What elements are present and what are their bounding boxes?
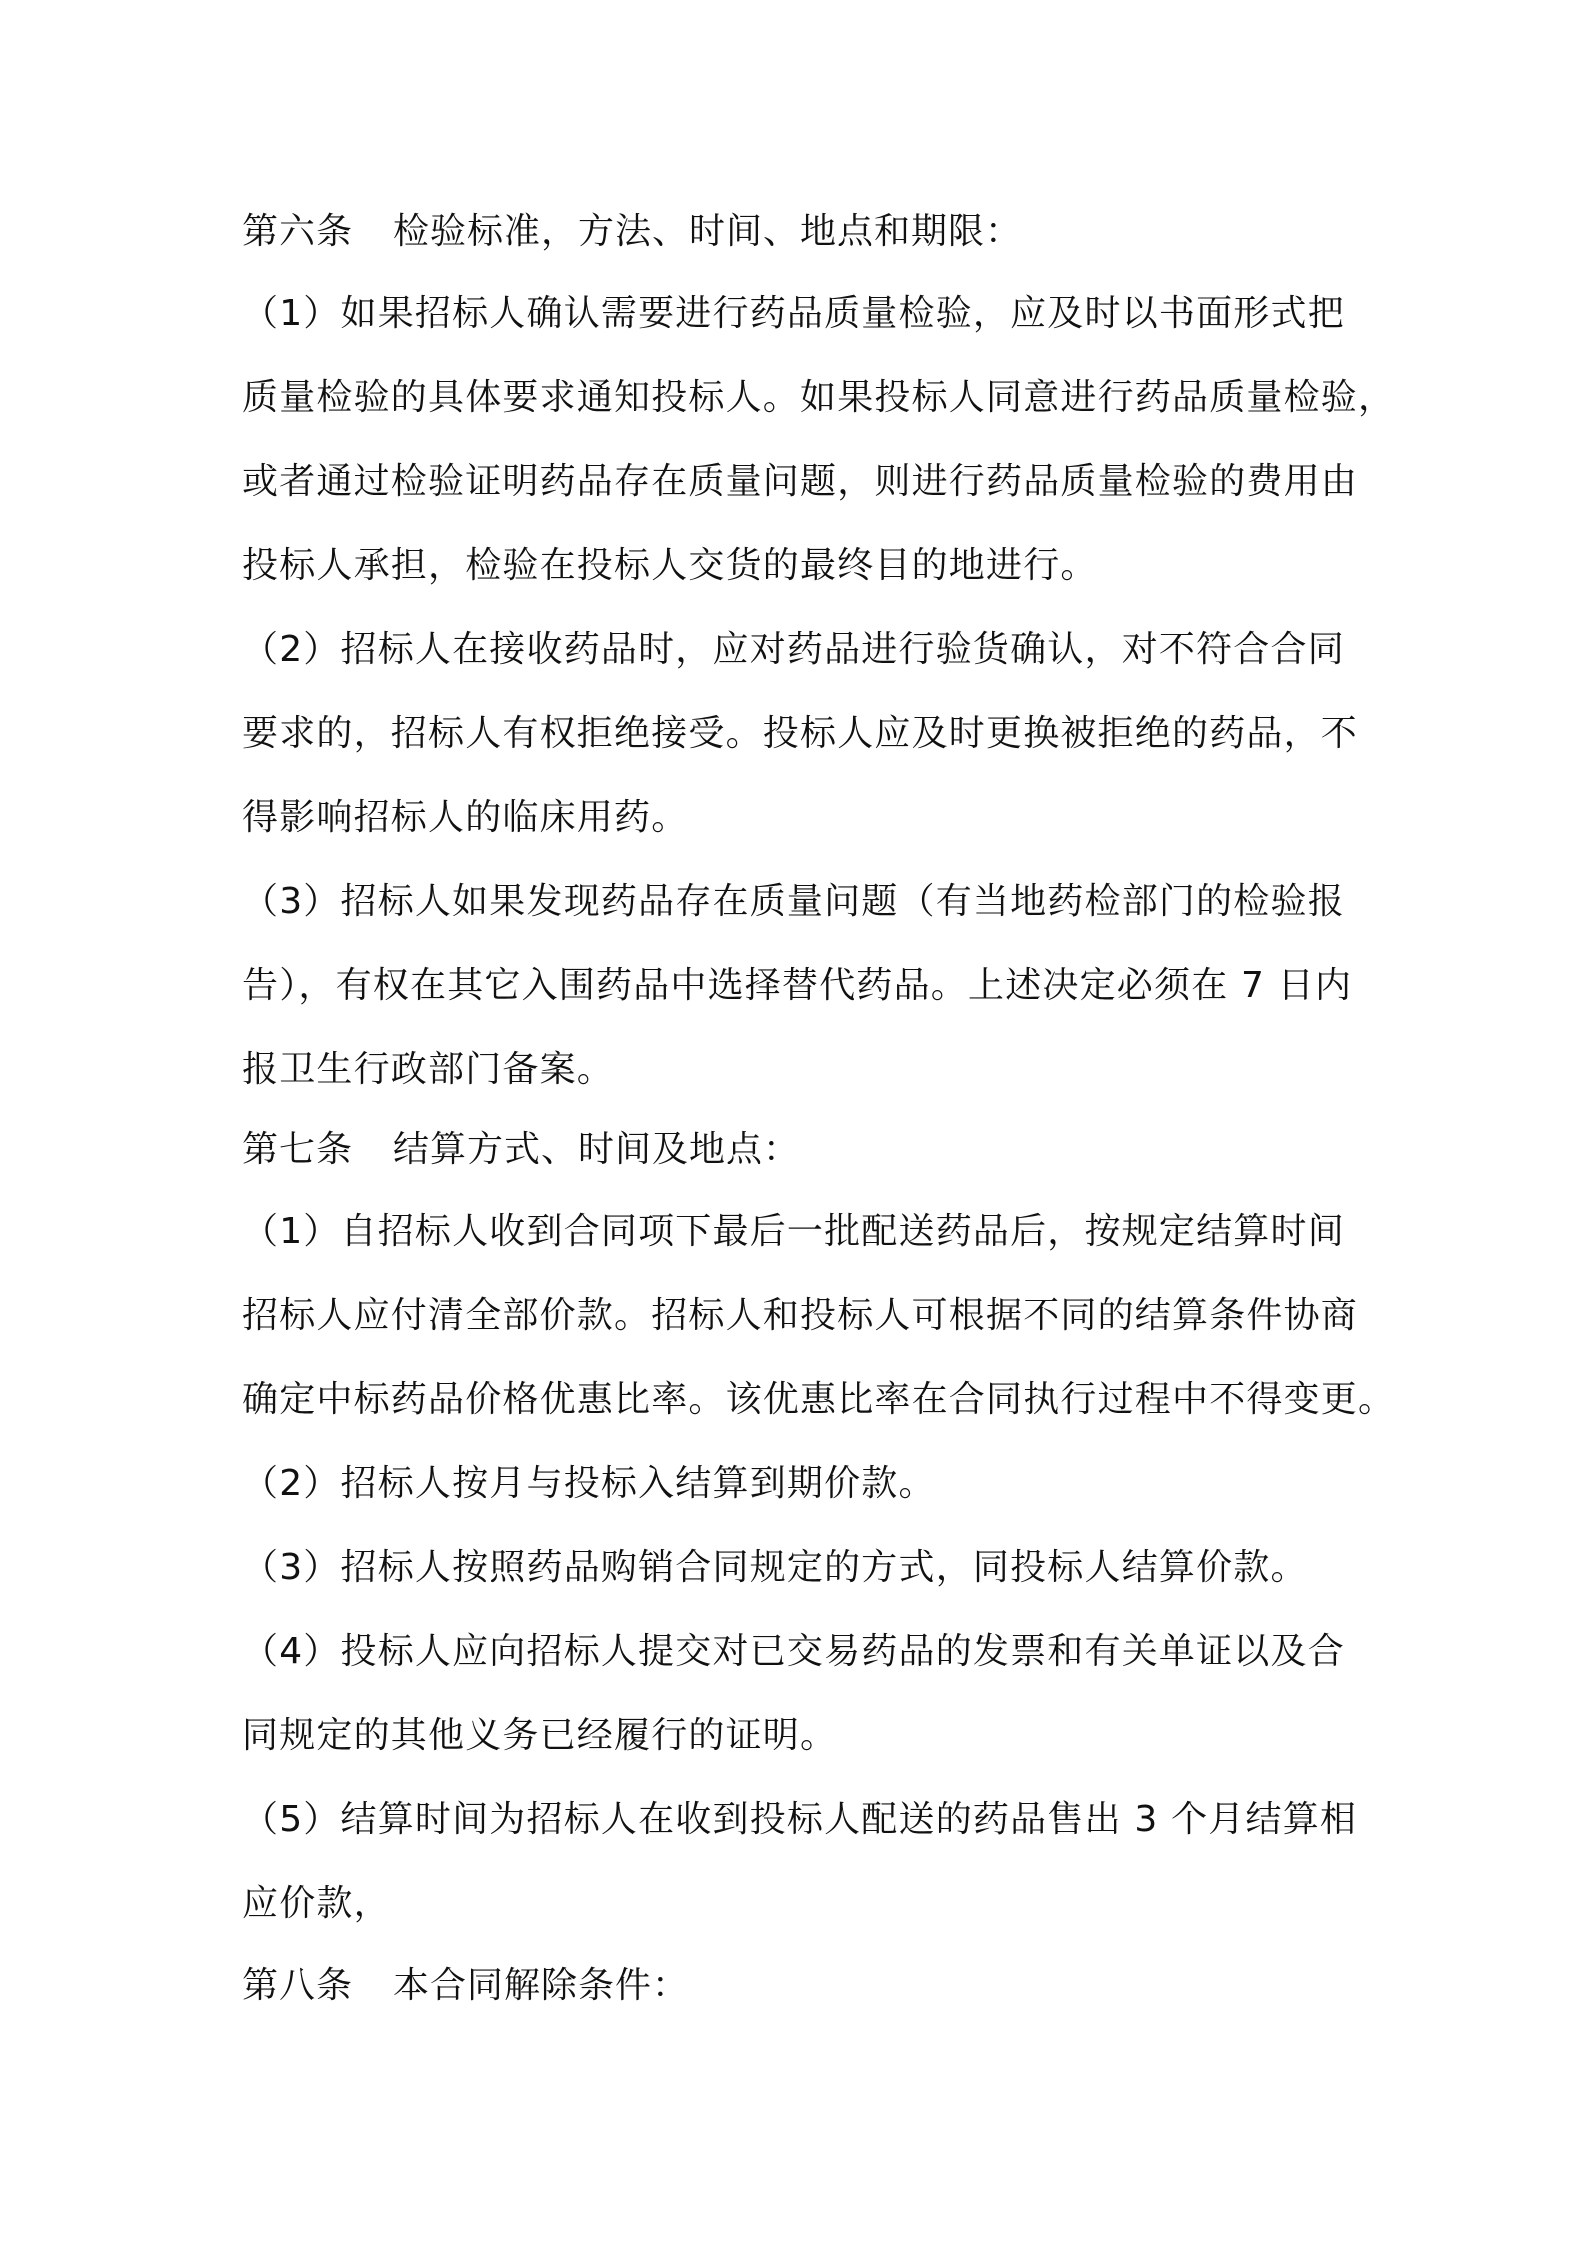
article-7-item-5-line-2: 应价款， bbox=[242, 1883, 391, 1924]
article-6-item-1-line-1: （1）如果招标人确认需要进行药品质量检验，应及时以书面形式把 bbox=[242, 293, 1345, 334]
article-6-item-1-line-4: 投标人承担，检验在投标人交货的最终目的地进行。 bbox=[242, 545, 1098, 586]
article-6-item-3-line-1: （3）招标人如果发现药品存在质量问题（有当地药检部门的检验报 bbox=[242, 881, 1345, 922]
article-7-item-1-line-2: 招标人应付清全部价款。招标人和投标人可根据不同的结算条件协商 bbox=[242, 1295, 1359, 1336]
article-6-label: 第六条 bbox=[242, 211, 354, 252]
article-6-item-2-line-3: 得影响招标人的临床用药。 bbox=[242, 797, 689, 838]
article-8-label: 第八条 bbox=[242, 1965, 354, 2006]
article-7-item-1-line-1: （1）自招标人收到合同项下最后一批配送药品后，按规定结算时间 bbox=[242, 1211, 1345, 1252]
article-7-label: 第七条 bbox=[242, 1129, 354, 1170]
article-7-item-4-line-1: （4）投标人应向招标人提交对已交易药品的发票和有关单证以及合 bbox=[242, 1631, 1345, 1672]
article-8-title: 本合同解除条件： bbox=[393, 1965, 690, 2006]
article-7-item-2-line-1: （2）招标人按月与投标入结算到期价款。 bbox=[242, 1463, 936, 1504]
article-6-item-2-line-1: （2）招标人在接收药品时，应对药品进行验货确认，对不符合合同 bbox=[242, 629, 1345, 670]
article-6-item-1-line-2: 质量检验的具体要求通知投标人。如果投标人同意进行药品质量检验， bbox=[242, 377, 1396, 418]
article-7-item-5-line-1: （5）结算时间为招标人在收到投标人配送的药品售出 3 个月结算相 bbox=[242, 1799, 1358, 1840]
article-7-heading bbox=[242, 1126, 1382, 1174]
article-6-heading bbox=[242, 208, 1382, 256]
article-8-heading bbox=[242, 1962, 1382, 2010]
article-6-item-1-line-3: 或者通过检验证明药品存在质量问题，则进行药品质量检验的费用由 bbox=[242, 461, 1359, 502]
article-6-title: 检验标准，方法、时间、地点和期限： bbox=[393, 211, 1023, 252]
article-7-item-4-line-2: 同规定的其他义务已经履行的证明。 bbox=[242, 1715, 838, 1756]
article-6-item-3-line-3: 报卫生行政部门备案。 bbox=[242, 1049, 615, 1090]
article-6-item-2-line-2: 要求的，招标人有权拒绝接受。投标人应及时更换被拒绝的药品，不 bbox=[242, 713, 1359, 754]
article-7-item-3-line-1: （3）招标人按照药品购销合同规定的方式，同投标人结算价款。 bbox=[242, 1547, 1308, 1588]
article-7-item-1-line-3: 确定中标药品价格优惠比率。该优惠比率在合同执行过程中不得变更。 bbox=[242, 1379, 1396, 1420]
article-7-title: 结算方式、时间及地点： bbox=[393, 1129, 801, 1170]
article-6-item-3-line-2: 告），有权在其它入围药品中选择替代药品。上述决定必须在 7 日内 bbox=[242, 965, 1353, 1006]
